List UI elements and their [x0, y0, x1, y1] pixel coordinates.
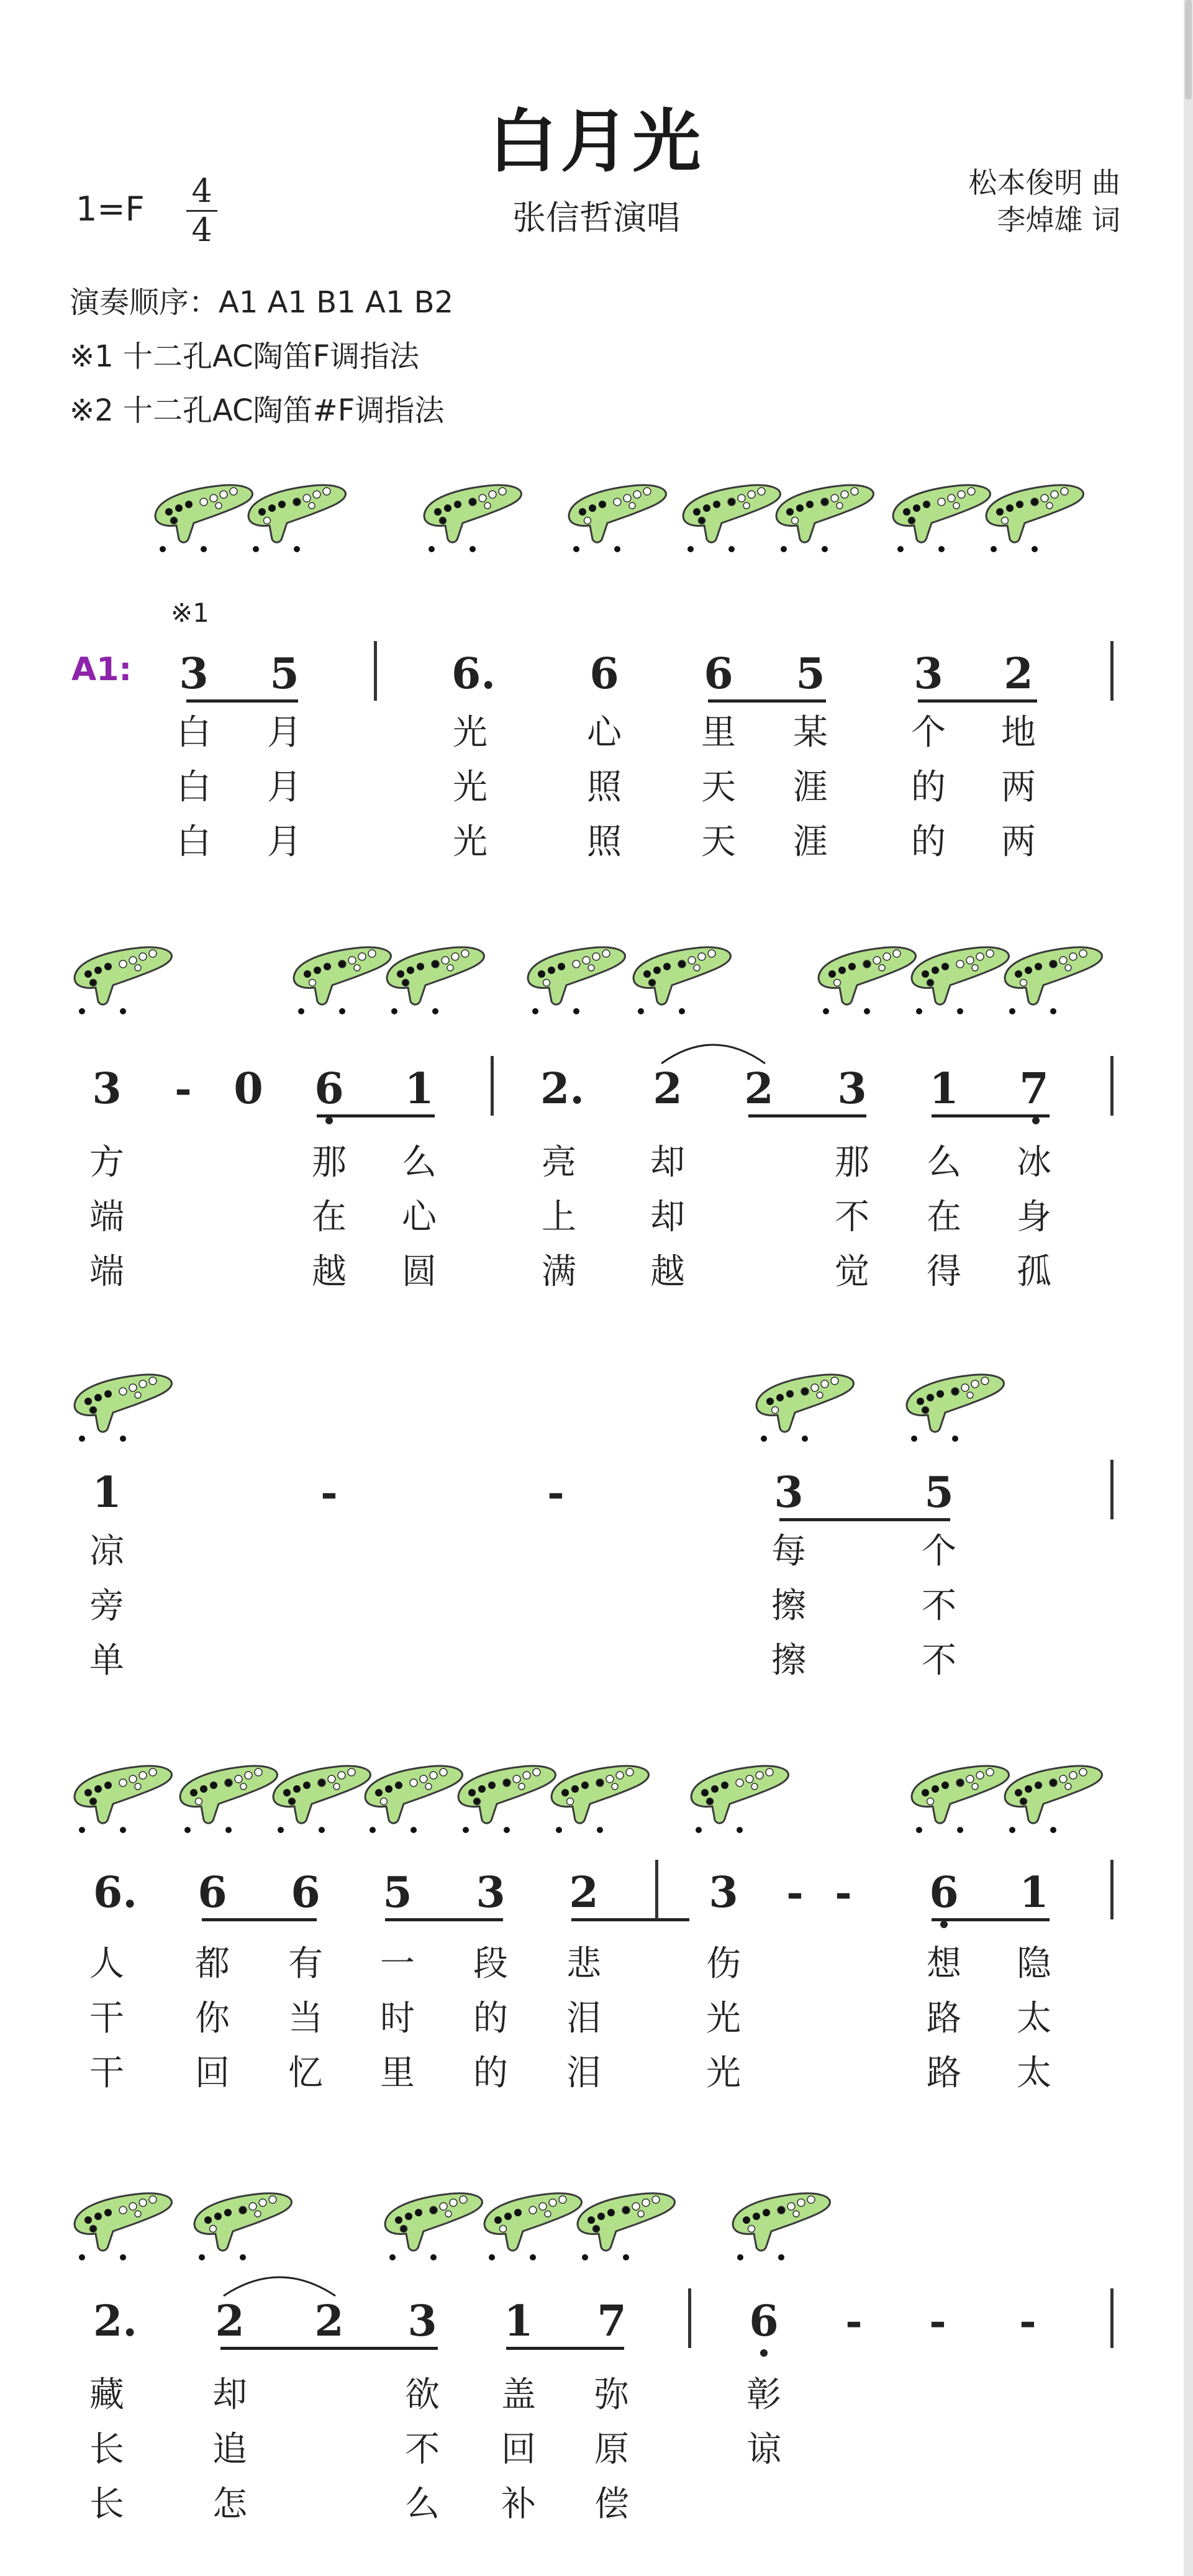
- lyric-char: 月: [267, 767, 302, 808]
- lyric-char: 回: [501, 2429, 536, 2470]
- lyric-char: 里: [380, 2053, 415, 2093]
- note: 7: [1019, 1064, 1049, 1114]
- fingering-note-1: ※1 十二孔AC陶笛F调指法: [70, 339, 420, 374]
- note: 7: [597, 2296, 627, 2346]
- lyric-char: 偿: [594, 2484, 629, 2524]
- lyric-char: 的: [473, 1998, 508, 2039]
- note: 2: [744, 1064, 774, 1114]
- lyric-char: 有: [288, 1944, 323, 1984]
- beam-line: [932, 1114, 1050, 1117]
- lyric-char: 长: [89, 2484, 124, 2524]
- lyric-char: 端: [89, 1252, 124, 1292]
- ocarina-fingering-icon: [243, 477, 350, 558]
- tie-arc: [217, 2265, 342, 2302]
- lyric-char: 孤: [1017, 1252, 1051, 1292]
- beam-line: [571, 1918, 689, 1921]
- note: 3: [914, 649, 943, 699]
- scrollbar-thumb[interactable]: [1185, 0, 1192, 99]
- ocarina-fingering-icon: [888, 477, 995, 558]
- lyric-char: 路: [927, 2053, 961, 2093]
- lyric-char: 干: [89, 1998, 124, 2039]
- ocarina-fingering-icon: [479, 2185, 586, 2266]
- lyric-char: 么: [927, 1142, 961, 1183]
- lyric-char: 个: [922, 1531, 956, 1572]
- ocarina-fingering-icon: [70, 2185, 176, 2266]
- note: 2.: [540, 1064, 584, 1114]
- note: 6: [291, 1868, 320, 1918]
- lyric-char: 那: [312, 1142, 347, 1183]
- note: 6.: [93, 1868, 137, 1918]
- lyric-char: 当: [288, 1998, 323, 2039]
- ocarina-fingering-icon: [150, 477, 257, 558]
- ocarina-fingering-icon: [1000, 939, 1107, 1020]
- note: 2: [1004, 649, 1033, 699]
- lyric-char: 不: [922, 1586, 956, 1626]
- lyric-char: 干: [89, 2053, 124, 2093]
- time-signature-top: 4: [191, 173, 212, 210]
- beam-line: [932, 1918, 1050, 1921]
- extension-dash: -: [929, 2297, 946, 2346]
- lyric-char: 在: [927, 1197, 961, 1237]
- lyric-char: 旁: [89, 1586, 124, 1626]
- ocarina-fingering-icon: [564, 477, 671, 558]
- beam-line: [186, 699, 298, 703]
- bar-line: [1110, 1056, 1114, 1116]
- lyric-char: 的: [911, 822, 946, 862]
- lyric-char: 两: [1001, 822, 1036, 862]
- lyric-char: 那: [835, 1142, 869, 1183]
- lyric-char: 太: [1017, 1998, 1051, 2039]
- lyric-char: 擦: [771, 1586, 806, 1626]
- fingering-note-2: ※2 十二孔AC陶笛#F调指法: [70, 393, 445, 428]
- ocarina-fingering-icon: [902, 1367, 1009, 1447]
- lyric-char: 伤: [706, 1944, 741, 1984]
- ocarina-fingering-icon: [380, 2185, 487, 2266]
- time-signature-bottom: 4: [191, 212, 212, 249]
- extension-dash: -: [835, 1868, 852, 1917]
- lyric-char: 觉: [835, 1252, 869, 1292]
- lyric-char: 段: [473, 1944, 508, 1984]
- lyric-char: 不: [405, 2429, 440, 2470]
- bar-line: [491, 1056, 494, 1116]
- lyric-char: 欲: [405, 2375, 440, 2415]
- octave-dot-below: [940, 1921, 948, 1928]
- lyric-char: 都: [195, 1944, 230, 1984]
- ocarina-fingering-icon: [981, 477, 1088, 558]
- play-order: 演奏顺序：A1 A1 B1 A1 B2: [70, 285, 454, 320]
- extension-dash: -: [786, 1868, 804, 1917]
- ocarina-fingering-icon: [547, 1758, 653, 1839]
- note: 1: [504, 2296, 533, 2346]
- lyric-char: 照: [587, 767, 622, 808]
- lyric-char: 太: [1017, 2053, 1051, 2093]
- extension-dash: -: [320, 1468, 338, 1517]
- octave-dot-below: [760, 2349, 768, 2357]
- ocarina-fingering-icon: [382, 939, 489, 1020]
- lyric-char: 不: [922, 1641, 956, 1681]
- section-marker: ※1: [171, 598, 209, 628]
- octave-dot-below: [325, 1117, 333, 1124]
- beam-line: [918, 699, 1037, 703]
- ocarina-fingering-icon: [189, 2185, 296, 2266]
- beam-line: [708, 699, 826, 703]
- ocarina-fingering-icon: [453, 1758, 560, 1839]
- lyric-char: 凉: [89, 1531, 124, 1572]
- note: 2: [215, 2296, 245, 2346]
- lyric-char: 光: [453, 822, 488, 862]
- time-signature: [186, 174, 217, 248]
- bar-line: [374, 641, 377, 701]
- lyric-char: 泪: [566, 2053, 601, 2093]
- note: 6: [589, 649, 619, 699]
- note: 5: [270, 649, 299, 699]
- note: 6: [749, 2296, 779, 2346]
- note: 3: [407, 2296, 437, 2346]
- beam-line: [779, 1518, 950, 1521]
- lyric-char: 的: [473, 2053, 508, 2093]
- lyric-char: 亮: [542, 1142, 576, 1183]
- note: 1: [92, 1468, 122, 1518]
- beam-line: [506, 2347, 624, 2350]
- extension-dash: -: [845, 2297, 863, 2346]
- lyric-char: 身: [1017, 1197, 1051, 1237]
- note: 1: [929, 1064, 959, 1114]
- lyric-char: 藏: [89, 2375, 124, 2415]
- note: 6.: [451, 649, 496, 699]
- beam-line: [320, 2347, 438, 2350]
- lyric-char: 却: [212, 2375, 247, 2415]
- lyric-char: 路: [927, 1998, 961, 2039]
- ocarina-fingering-icon: [70, 1758, 176, 1839]
- tie-arc: [655, 1032, 771, 1070]
- lyric-char: 原: [594, 2429, 629, 2470]
- octave-dot-below: [1032, 1117, 1040, 1124]
- lyric-char: 彰: [746, 2375, 781, 2415]
- lyric-char: 心: [402, 1197, 437, 1237]
- ocarina-fingering-icon: [70, 1367, 176, 1447]
- lyric-char: 天: [701, 822, 736, 862]
- note: 5: [796, 649, 825, 699]
- ocarina-fingering-icon: [751, 1367, 858, 1447]
- bar-line: [1110, 1460, 1114, 1519]
- lyric-char: 盖: [501, 2375, 536, 2415]
- lyric-char: 涯: [793, 767, 828, 808]
- lyric-char: 光: [453, 712, 488, 753]
- lyric-char: 么: [405, 2484, 440, 2524]
- ocarina-fingering-icon: [686, 1758, 793, 1839]
- lyric-char: 白: [176, 822, 211, 862]
- lyric-char: 越: [312, 1252, 347, 1292]
- lyric-char: 方: [89, 1142, 124, 1183]
- extension-dash: -: [1019, 2297, 1037, 2346]
- lyric-char: 时: [380, 1998, 415, 2039]
- lyric-char: 光: [706, 2053, 741, 2093]
- ocarina-fingering-icon: [268, 1758, 375, 1839]
- ocarina-fingering-icon: [289, 939, 396, 1020]
- note: 5: [383, 1868, 412, 1918]
- ocarina-fingering-icon: [573, 2185, 679, 2266]
- lyric-char: 月: [267, 822, 302, 862]
- lyric-char: 怎: [212, 2484, 247, 2524]
- ocarina-fingering-icon: [907, 939, 1014, 1020]
- beam-line: [317, 1114, 435, 1117]
- bar-line: [1110, 1860, 1114, 1919]
- note: 6: [314, 1064, 344, 1114]
- song-title: 白月光: [488, 102, 705, 181]
- extension-dash: -: [547, 1468, 565, 1517]
- lyric-char: 追: [212, 2429, 247, 2470]
- lyric-char: 在: [312, 1197, 347, 1237]
- lyric-char: 某: [793, 712, 828, 753]
- note: 3: [709, 1868, 738, 1918]
- lyric-char: 的: [911, 767, 946, 808]
- lyric-char: 两: [1001, 767, 1036, 808]
- note: 5: [924, 1468, 954, 1518]
- lyric-char: 谅: [746, 2429, 781, 2470]
- lyric-char: 擦: [771, 1641, 806, 1681]
- lyric-char: 满: [542, 1252, 576, 1292]
- section-label: A1:: [71, 651, 132, 688]
- ocarina-fingering-icon: [1000, 1758, 1107, 1839]
- bar-line: [688, 2288, 691, 2348]
- note: 1: [404, 1064, 434, 1114]
- beam-line: [748, 1114, 866, 1117]
- lyric-char: 照: [587, 822, 622, 862]
- ocarina-fingering-icon: [419, 477, 526, 558]
- note: 3: [837, 1064, 867, 1114]
- key-signature: 1=F: [76, 189, 145, 229]
- bar-line: [1110, 641, 1114, 701]
- note: 2: [314, 2296, 344, 2346]
- ocarina-fingering-icon: [175, 1758, 282, 1839]
- lyric-char: 月: [267, 712, 302, 753]
- ocarina-fingering-icon: [907, 1758, 1014, 1839]
- lyric-char: 白: [176, 712, 211, 753]
- lyric-char: 白: [176, 767, 211, 808]
- ocarina-fingering-icon: [728, 2185, 835, 2266]
- lyric-char: 一: [380, 1944, 415, 1984]
- lyric-char: 人: [89, 1944, 124, 1984]
- lyric-char: 圆: [402, 1252, 437, 1292]
- lyric-char: 长: [89, 2429, 124, 2470]
- lyric-char: 个: [911, 712, 946, 753]
- lyric-char: 泪: [566, 1998, 601, 2039]
- note: 2.: [93, 2296, 137, 2346]
- note: 6: [929, 1868, 959, 1918]
- note: 2: [653, 1064, 683, 1114]
- note: 0: [234, 1064, 263, 1114]
- lyric-char: 端: [89, 1197, 124, 1237]
- lyric-char: 光: [453, 767, 488, 808]
- lyric-char: 么: [402, 1142, 437, 1183]
- note: 1: [1019, 1868, 1049, 1918]
- lyric-char: 得: [927, 1252, 961, 1292]
- lyric-char: 悲: [566, 1944, 601, 1984]
- lyric-char: 却: [650, 1142, 685, 1183]
- lyric-char: 里: [701, 712, 736, 753]
- ocarina-fingering-icon: [678, 477, 785, 558]
- performer: 张信哲演唱: [512, 198, 680, 237]
- bar-line: [655, 1860, 658, 1919]
- ocarina-fingering-icon: [360, 1758, 467, 1839]
- lyric-char: 回: [195, 2053, 230, 2093]
- lyric-char: 不: [835, 1197, 869, 1237]
- note: 3: [92, 1064, 122, 1114]
- ocarina-fingering-icon: [814, 939, 920, 1020]
- note: 2: [569, 1868, 599, 1918]
- beam-line: [385, 1918, 503, 1921]
- note: 3: [774, 1468, 804, 1518]
- lyric-char: 每: [771, 1531, 806, 1572]
- lyric-char: 天: [701, 767, 736, 808]
- ocarina-fingering-icon: [523, 939, 630, 1020]
- ocarina-fingering-icon: [628, 939, 735, 1020]
- lyric-char: 补: [501, 2484, 536, 2524]
- lyricist-credit: 李焯雄 词: [997, 203, 1120, 237]
- lyric-char: 冰: [1017, 1142, 1051, 1183]
- lyric-char: 心: [587, 712, 622, 753]
- lyric-char: 忆: [288, 2053, 323, 2093]
- ocarina-fingering-icon: [70, 939, 176, 1020]
- bar-line: [1110, 2288, 1114, 2348]
- lyric-char: 光: [706, 1998, 741, 2039]
- lyric-char: 涯: [793, 822, 828, 862]
- lyric-char: 上: [542, 1197, 576, 1237]
- lyric-char: 单: [89, 1641, 124, 1681]
- beam-line: [202, 1918, 317, 1921]
- ocarina-fingering-icon: [771, 477, 878, 558]
- lyric-char: 弥: [594, 2375, 629, 2415]
- note: 6: [704, 649, 733, 699]
- extension-dash: -: [175, 1065, 192, 1113]
- lyric-char: 你: [195, 1998, 230, 2039]
- note: 6: [197, 1868, 227, 1918]
- composer-credit: 松本俊明 曲: [968, 166, 1120, 199]
- scrollbar-track[interactable]: [1184, 0, 1193, 2576]
- lyric-char: 想: [927, 1944, 961, 1984]
- lyric-char: 地: [1001, 712, 1036, 753]
- lyric-char: 却: [650, 1197, 685, 1237]
- lyric-char: 隐: [1017, 1944, 1051, 1984]
- lyric-char: 越: [650, 1252, 685, 1292]
- note: 3: [179, 649, 209, 699]
- note: 3: [476, 1868, 506, 1918]
